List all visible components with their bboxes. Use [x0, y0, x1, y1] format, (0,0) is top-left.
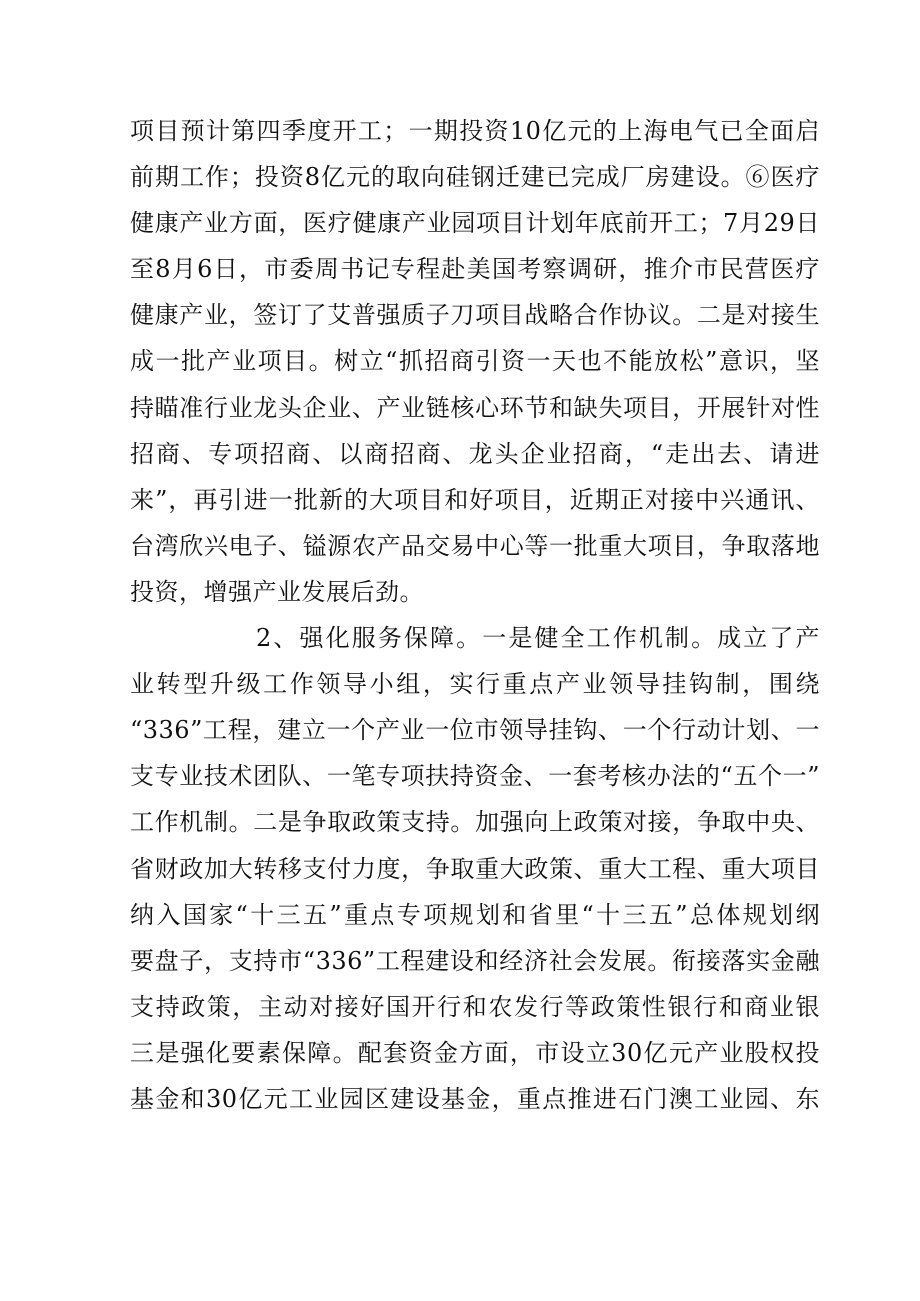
- body-text: [130, 108, 820, 1122]
- text-line: 三是强化要素保障。配套资金方面，市设立30亿元产业股权投: [130, 1038, 820, 1067]
- text-line: 支持政策，主动对接好国开行和农发行等政策性银行和商业银: [130, 992, 820, 1021]
- text-line: 招商、专项招商、以商招商、龙头企业招商，“走出去、请进: [130, 439, 820, 468]
- text-line: 持瞄准行业龙头企业、产业链核心环节和缺失项目，开展针对性: [130, 393, 820, 422]
- text-line: 成一批产业项目。树立“抓招商引资一天也不能放松”意识，坚: [130, 347, 820, 376]
- text-line: 要盘子，支持市“336”工程建设和经济社会发展。衔接落实金融: [130, 946, 820, 975]
- paragraph-heading-line: 2、强化服务保障。一是健全工作机制。成立了产: [256, 624, 820, 653]
- text-line: 健康产业方面，医疗健康产业园项目计划年底前开工；7月29日: [130, 209, 820, 238]
- text-line: 健康产业，签订了艾普强质子刀项目战略合作协议。二是对接生: [130, 301, 820, 330]
- text-line: 业转型升级工作领导小组，实行重点产业领导挂钩制，围绕: [130, 670, 820, 699]
- text-line: 台湾欣兴电子、镒源农产品交易中心等一批重大项目，争取落地: [130, 531, 820, 560]
- text-line: 工作机制。二是争取政策支持。加强向上政策对接，争取中央、: [130, 808, 820, 837]
- text-line: 前期工作；投资8亿元的取向硅钢迁建已完成厂房建设。⑥医疗: [130, 163, 820, 192]
- text-line: 纳入国家“十三五”重点专项规划和省里“十三五”总体规划纲: [130, 900, 820, 929]
- text-line: 来”，再引进一批新的大项目和好项目，近期正对接中兴通讯、: [130, 485, 820, 514]
- text-line: “336”工程，建立一个产业一位市领导挂钩、一个行动计划、一: [130, 716, 820, 745]
- text-line: 省财政加大转移支付力度，争取重大政策、重大工程、重大项目: [130, 854, 820, 883]
- text-line: 投资，增强产业发展后劲。: [130, 577, 424, 606]
- text-line: 基金和30亿元工业园区建设基金，重点推进石门澳工业园、东: [130, 1084, 820, 1113]
- text-line: 项目预计第四季度开工；一期投资10亿元的上海电气已全面启: [130, 117, 820, 145]
- text-line: 支专业技术团队、一笔专项扶持资金、一套考核办法的“五个一”: [130, 762, 820, 791]
- text-line: 至8月6日，市委周书记专程赴美国考察调研，推介市民营医疗: [130, 255, 820, 284]
